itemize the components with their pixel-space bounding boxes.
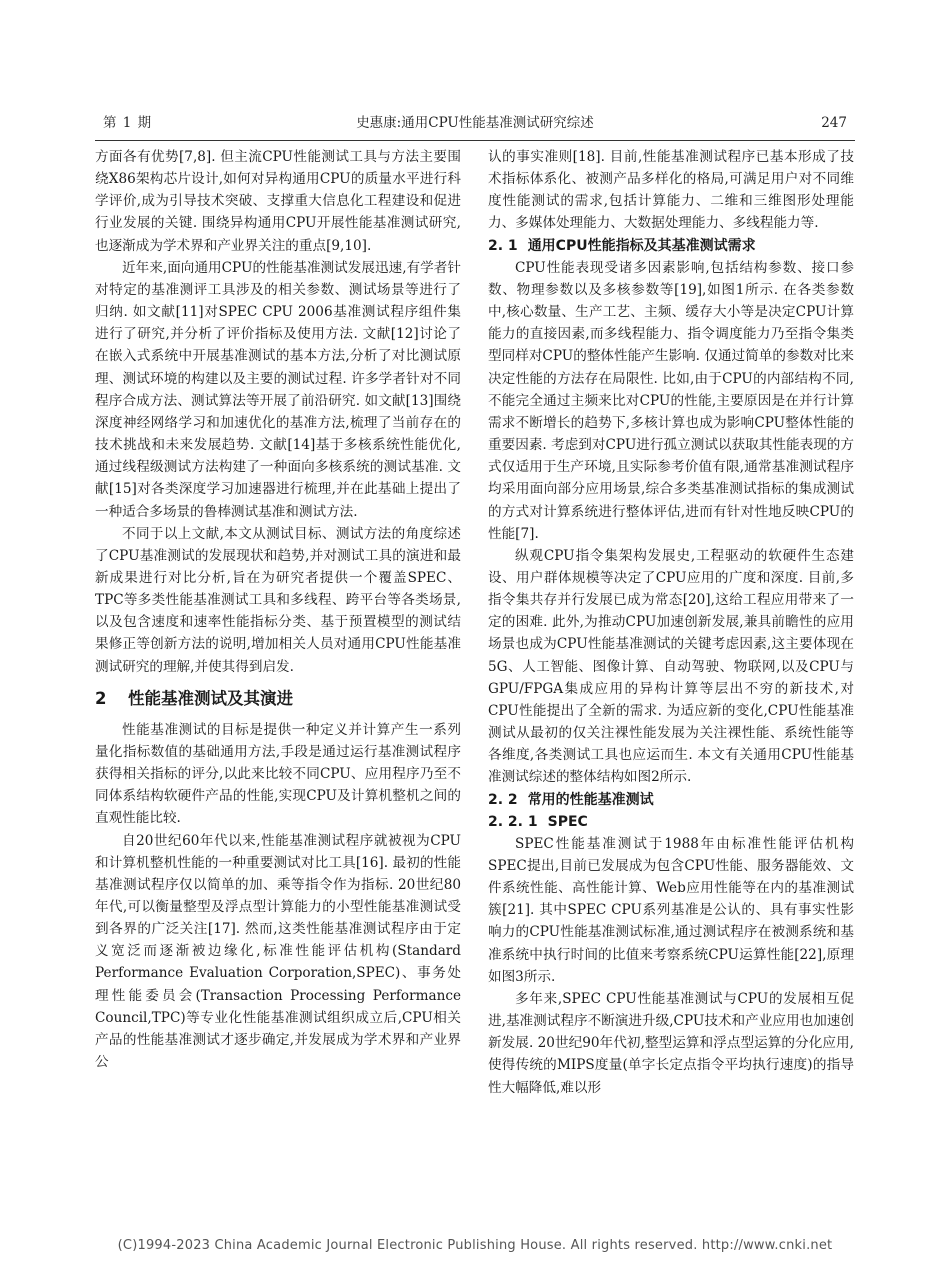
paragraph: 纵观CPU指令集架构发展史,工程驱动的软硬件生态建设、用户群体规模等决定了CPU应用的广度和深度. 目前,多指令集共存并行发展已成为常态[20],这给工程应用带来了一定的困难. 此外,为推动CPU加速创新发展,兼具前瞻性的应用场景也成为CPU性能基准测试的关键考虑因素,这主要体现在5G、人工智能、图像计算、自动驾驶、物联网,以及CPU与GPU/FPGA集成应用的异构计算等层出不穷的新技术,对CPU性能提出了全新的需求. 为适应新的变化,CPU性能基准测试从最初的仅关注裸性能发展为关注裸性能、系统性能等各维度,各类测试工具也应运而生. 本文有关通用CPU性能基准测试综述的整体结构如图2所示.: [488, 547, 854, 786]
paragraph: 不同于以上文献,本文从测试目标、测试方法的角度综述了CPU基准测试的发展现状和趋势,并对测试工具的演进和最新成果进行对比分析,旨在为研究者提供一个覆盖SPEC、TPC等多类性能基准测试工具和多线程、跨平台等各类场景,以及包含速度和速率性能指标分类、基于预置模型的测试结果修正等创新方法的说明,增加相关人员对通用CPU性能基准测试研究的理解,并使其得到启发.: [95, 525, 461, 675]
subsection-number: 2. 1: [488, 237, 518, 254]
paragraph: SPEC性能基准测试于1988年由标准性能评估机构SPEC提出,目前已发展成为包含CPU性能、服务器能效、文件系统性能、高性能计算、Web应用性能等在内的基准测试簇[21]. 其中SPEC CPU系列基准是公认的、具有事实性影响力的CPU性能基准测试标准,通过测试程序在被测系统和基准系统中执行时间的比值来考察系统CPU运算性能[22],原理如图3所示.: [488, 835, 854, 985]
paragraph: 近年来,面向通用CPU的性能基准测试发展迅速,有学者针对特定的基准测评工具涉及的相关参数、测试场景等进行了归纳. 如文献[11]对SPEC CPU 2006基准测试程序组件集进行了研究,并分析了评价指标及使用方法. 文献[12]讨论了在嵌入式系统中开展基准测试的基本方法,分析了对比测试原理、测试环境的构建以及主要的测试过程. 许多学者针对不同程序合成方法、测试算法等开展了前沿研究. 如文献[13]围绕深度神经网络学习和加速优化的基准方法,梳理了当前存在的技术挑战和未来发展趋势. 文献[14]基于多核系统性能优化,通过线程级测试方法构建了一种面向多核系统的测试基准. 文献[15]对各类深度学习加速器进行梳理,并在此基础上提出了一种适合多场景的鲁棒测试基准和测试方法.: [95, 259, 461, 520]
copyright-footer: (C)1994-2023 China Academic Journal Electronic Publishing House. All rights reserved. http://www.cnki.net: [117, 1238, 833, 1253]
paragraph: 性能基准测试的目标是提供一种定义并计算产生一系列量化指标数值的基础通用方法,手段是通过运行基准测试程序获得相关指标的评分,以此来比较不同CPU、应用程序乃至不同体系结构软硬件产品的性能,实现CPU及计算机整机之间的直观性能比较.: [95, 721, 461, 827]
section-title: 性能基准测试及其演进: [128, 688, 293, 708]
subsection-title: 常用的性能基准测试: [527, 791, 654, 808]
header-rule: [95, 140, 855, 141]
paragraph: 认的事实准则[18]. 目前,性能基准测试程序已基本形成了技术指标体系化、被测产品多样化的格局,可满足用户对不同维度性能测试的需求,包括计算能力、二维和三维图形处理能力、多媒体处理能力、大数据处理能力、多线程能力等.: [488, 149, 854, 232]
running-header: [103, 112, 847, 134]
paragraph: CPU性能表现受诸多因素影响,包括结构参数、接口参数、物理参数以及多核参数等[19],如图1所示. 在各类参数中,核心数量、生产工艺、主频、缓存大小等是决定CPU计算能力的直接因素,而多线程能力、指令调度能力乃至指令集类型同样对CPU的整体性能产生影响. 仅通过简单的参数对比来决定性能的方法存在局限性. 比如,由于CPU的内部结构不同,不能完全通过主频来比对CPU的性能,主要原因是在并行计算需求不断增长的趋势下,多核计算也成为影响CPU整体性能的重要因素. 考虑到对CPU进行孤立测试以获取其性能表现的方式仅适用于生产环境,且实际参考价值有限,通常基准测试程序均采用面向部分应用场景,综合多类基准测试指标的集成测试的方式对计算系统进行整体评估,进而有针对性地反映CPU的性能[7].: [488, 259, 854, 542]
section-number: 2: [95, 688, 107, 708]
subsection-heading-2-2: [488, 789, 854, 811]
right-column: [488, 146, 854, 1099]
subsubsection-heading-2-2-1: [488, 811, 854, 833]
paragraph: 方面各有优势[7,8]. 但主流CPU性能测试工具与方法主要围绕X86架构芯片设计,如何对异构通用CPU的质量水平进行科学评价,成为引导技术突破、支撑重大信息化工程建设和促进行业发展的关键. 围绕异构通用CPU开展性能基准测试研究,也逐渐成为学术界和产业界关注的重点[9,10].: [95, 149, 461, 254]
subsubsection-title: SPEC: [547, 813, 588, 830]
left-column: [95, 146, 461, 1073]
subsection-number: 2. 2: [488, 791, 518, 808]
subsubsection-number: 2. 2. 1: [488, 813, 538, 830]
section-heading-2: [95, 687, 461, 711]
subsection-heading-2-1: [488, 235, 854, 257]
running-title: 史惠康:通用CPU性能基准测试研究综述: [356, 115, 594, 131]
page-number: 247: [821, 115, 847, 131]
paragraph: 多年来,SPEC CPU性能基准测试与CPU的发展相互促进,基准测试程序不断演进升级,CPU技术和产业应用也加速创新发展. 20世纪90年代初,整型运算和浮点型运算的分化应用,使得传统的MIPS度量(单字长定点指令平均执行速度)的指导性大幅降低,难以形: [488, 990, 854, 1096]
subsection-title: 通用CPU性能指标及其基准测试需求: [527, 237, 756, 254]
issue-label: 第 1 期: [103, 115, 153, 131]
paragraph: 自20世纪60年代以来,性能基准测试程序就被视为CPU和计算机整机性能的一种重要测试对比工具[16]. 最初的性能基准测试程序仅以简单的加、乘等指令作为指标. 20世纪80年代,可以衡量整型及浮点型计算能力的小型性能基准测试受到各界的广泛关注[17]. 然而,这类性能基准测试程序由于定义宽泛而逐渐被边缘化,标准性能评估机构(Standard Performance Evaluation Corporation,SPEC)、事务处理性能委员会(Transaction Processing Performance Council,TPC)等专业化性能基准测试组织成立后,CPU相关产品的性能基准测试才逐步确定,并发展成为学术界和产业界公: [95, 832, 461, 1071]
